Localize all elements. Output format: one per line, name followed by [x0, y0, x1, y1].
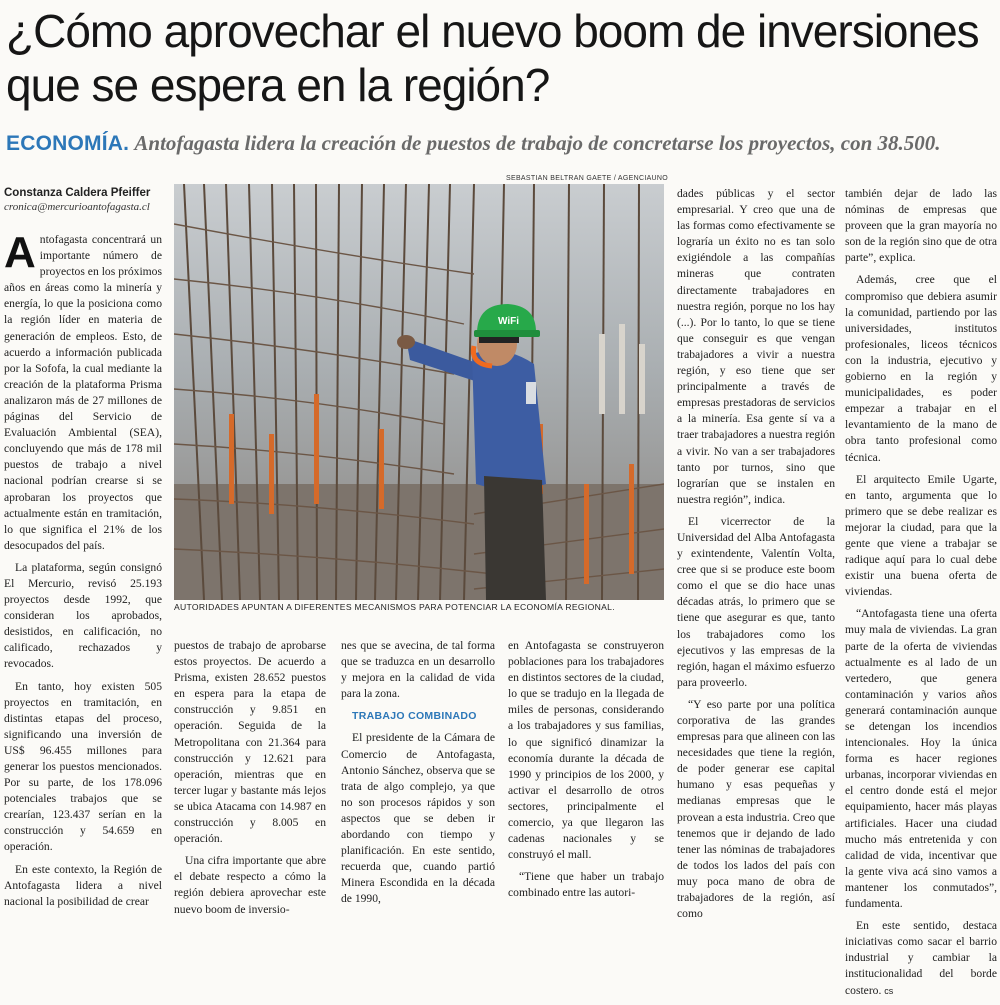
deck	[6, 130, 996, 157]
helmet-logo: WiFi	[498, 316, 520, 327]
article-paragraph: Además, cree que el compromiso que debiera asumir la comunidad, partiendo por las universidades, institutos profesionales, liceos técnicos con la industria, ejecutivo y gobierno en la región y municipalidades, es poder empezar a trabajar en el levantamiento de la mano de obra tanto profesional como técnica.	[845, 273, 997, 464]
article-paragraph: El arquitecto Emile Ugarte, en tanto, argumenta que lo primero que se debe realizar es mejorar la ciudad, para que la gente que viene a trabajar se radique aquí para lo cual debe existir una buena oferta de viviendas.	[845, 472, 997, 599]
article-column-5	[677, 186, 835, 928]
article-column-1	[4, 228, 162, 916]
construction-photo	[174, 184, 664, 600]
deck-summary: Antofagasta lidera la creación de puestos de trabajo de concretarse los proyectos, con 38.500.	[134, 131, 941, 155]
article-column-4	[508, 638, 664, 908]
article-paragraph: también dejar de lado las nóminas de empresas que proveen que la gran mayoría no son de la región sino que de otra parte”, explica.	[845, 187, 997, 265]
article-column-6	[845, 186, 997, 1005]
author-name: Constanza Caldera Pfeiffer	[4, 187, 151, 199]
photo-caption: AUTORIDADES APUNTAN A DIFERENTES MECANISMOS PARA POTENCIAR LA ECONOMÍA REGIONAL.	[174, 602, 615, 612]
article-paragraph: La plataforma, según consignó El Mercurio, revisó 25.193 proyectos desde 1992, que consideran los aprobados, desistidos, en calificación, no calificado, rechazados y revocados.	[4, 560, 162, 671]
article-column-2	[174, 638, 326, 924]
article-paragraph: El vicerrector de la Universidad del Alba Antofagasta y exintendente, Valentín Volta, cree que si se produce este boom como el que se dio hace unas décadas atrás, lo primero que se tiene que asegurar es que, tanto los trabajadores como los ejecutivos y las empresas de la región, hagan el máximo esfuerzo para proveerlo.	[677, 514, 835, 689]
article-paragraph: En este sentido, destaca iniciativas como sacar el barrio industrial y cambiar la institucionalidad del borde costero. cs	[845, 919, 997, 997]
photo-credit: SEBASTIAN BELTRAN GAETE / AGENCIAUNO	[506, 175, 668, 182]
article-paragraph: “Tiene que haber un trabajo combinado entre las autori-	[508, 870, 664, 900]
article-paragraph: puestos de trabajo de aprobarse estos proyectos. De acuerdo a Prisma, existen 28.652 puestos en espera para la etapa de construcción y 9.851 en operación. Seguida de la Metropolitana con 21.364 para construcción y 12.621 para operación, mientras que en tercer lugar y bastante más lejos se ubica Atacama con 14.987 en construcción y 8.005 en operación.	[174, 639, 326, 846]
article-paragraph: Una cifra importante que abre el debate respecto a cómo la región debiera aprovechar este nuevo boom de inversio-	[174, 854, 326, 916]
article-paragraph: dades públicas y el sector empresarial. Y creo que una de las formas como efectivamente se lograría un éxito no es tan solo exigiéndole a las compañías mineras que contraten directamente trabajadores en nuestra región, porque no los hay (...). Por lo tanto, lo que se tiene que conseguir es que vengan trabajadores a vivir a nuestra región, y eso tiene que ser principalmente a través de empresas prestadoras de servicios a la minería. Esa gente sí va a traer trabajadores a nuestra región a vivir. No van a ser trabajadores tanto por turnos, sino que lograrían que se instalen en nuestra región”, indica.	[677, 187, 835, 506]
section-subhead: TRABAJO COMBINADO	[352, 710, 477, 723]
article-column-3	[341, 638, 495, 914]
section-kicker: ECONOMÍA.	[6, 132, 130, 155]
drop-cap: A	[4, 228, 36, 277]
article-paragraph: Antofagasta concentrará un importante número de proyectos en los próximos años en áreas como la minería y energía, lo que la posiciona como la región líder en materia de generación de empleos. Esto, de acuerdo a información publicada por la Sofofa, la cual mediante la creación de la plataforma Prisma analizaron más de 27 millones de páginas del Servicio de Evaluación Ambiental (SEA), concluyendo que más de 178 mil puestos de trabajo a nivel nacional podrían crearse si se aprobaran los proyectos que actualmente están en tramitación, lo que significa el 21% de los desocupados del país.	[4, 228, 162, 552]
article-paragraph: “Antofagasta tiene una oferta muy mala de viviendas. La gran parte de la oferta de viviendas actualmente es al lado de un vertedero, que genera contaminación y varios años generará contaminación aunque se detengan los incendios intencionales. Hoy la única forma es hacer regiones urbanas, incorporar viviendas en el centro donde está el mejor equipamiento, hacer más playas artificiales. Hacer una ciudad mucho más entretenida y con calidad de vida, incentivar que la gente viva acá sino vamos a mantener los conmutados”, fundamenta.	[845, 607, 997, 911]
article-paragraph: en Antofagasta se construyeron poblaciones para los trabajadores en distintos sectores de la ciudad, lo que se tradujo en la llegada de miles de personas, considerando a los trabajadores y sus familias, lo que significó dinamizar la economía durante la década de 1990 y principios de los 2000, y activar el desarrollo de otros sectores, principalmente el comercio, ya que llegaron las cadenas nacionales y se construyó el mall.	[508, 639, 664, 862]
end-mark: cs	[884, 985, 894, 996]
article-paragraph: El presidente de la Cámara de Comercio de Antofagasta, Antonio Sánchez, observa que se trata de algo complejo, ya que no son procesos rápidos y son aspectos que se deben ir abordando con tiempo y planificación. En este sentido, recuerda que, cuando partió Minera Escondida en la década de 1990,	[341, 731, 495, 906]
author-email: cronica@mercurioantofagasta.cl	[4, 201, 150, 213]
article-paragraph: nes que se avecina, de tal forma que se traduzca en un desarrollo y mejora en la calidad de vida para la zona.	[341, 639, 495, 701]
article-paragraph: En este contexto, la Región de Antofagasta lidera a nivel nacional la posibilidad de crear	[4, 862, 162, 908]
byline	[4, 187, 172, 213]
construction-photo-illustration	[174, 184, 664, 600]
article-paragraph: En tanto, hoy existen 505 proyectos en tramitación, en distintas etapas del proceso, significando una inversión de US$ 96.455 millones para generar los puestos mencionados. Por su parte, de los 178.096 potenciales trabajos que se crearían, 123.437 serían en la construcción y 54.659 en operación.	[4, 679, 162, 854]
headline: ¿Cómo aprovechar el nuevo boom de inversiones que se espera en la región?	[6, 5, 979, 111]
article-paragraph: “Y eso parte por una política corporativa de las grandes empresas para que alineen con las necesidades que tiene la región, de poder generar ese capital humano y esas pequeñas y medianas empresas que le provean a esta industria. Creo que tenemos que ir dejando de lado tener las nóminas de trabajadores de todos los lados del país con muy poca mano de obra de trabajadores de la región, así como	[677, 697, 835, 921]
